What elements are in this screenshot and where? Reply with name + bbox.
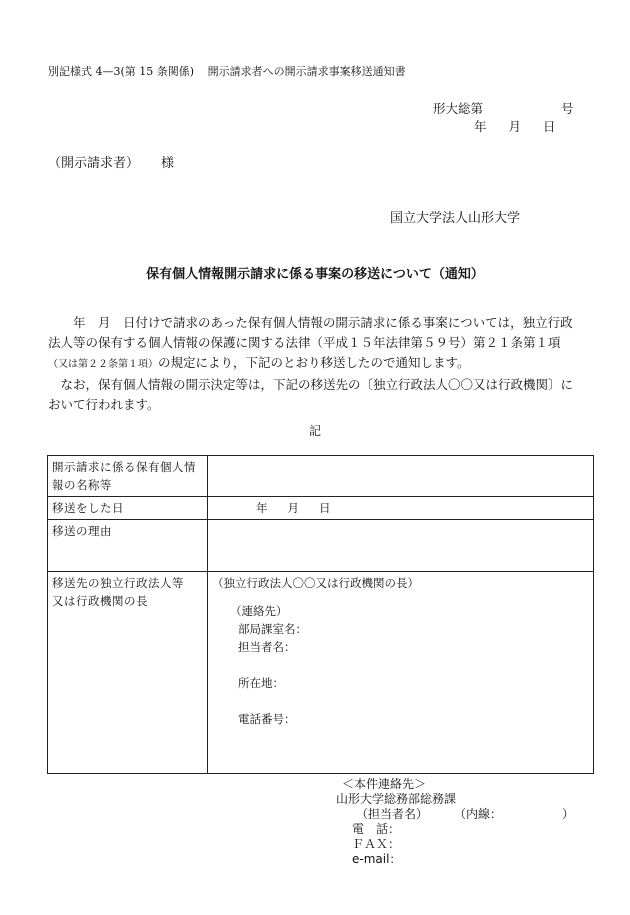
transfer-details-table — [47, 455, 594, 774]
body-paragraph-1-note: （又は第２２条第１項） — [48, 359, 158, 370]
footer-tel: 電 話： — [352, 822, 401, 836]
row-value-info-name — [208, 456, 594, 497]
body-paragraph-1: 年 月 日付けで請求のあった保有個人情報の開示請求に係る事案については，独立行政法人等の保有する個人情報の保護に関する法律（平成１５年法律第５９号）第２１条第１項（又は第２２条第１項）の規定により，下記のとおり移送したので通知します。 — [48, 315, 573, 370]
document-date — [474, 117, 556, 135]
phone-label: 電話番号： — [238, 712, 296, 726]
row-label-destination: 移送先の独立行政法人等 又は行政機関の長 — [48, 572, 208, 774]
form-title: 開示請求者への開示請求事案移送通知書 — [207, 65, 406, 78]
requester-line — [48, 152, 174, 171]
date-year: 年 — [474, 119, 487, 134]
form-id: 別記様式 4—3(第 15 条関係) — [48, 65, 195, 78]
destination-head: （独立行政法人〇〇又は行政機関の長） — [212, 576, 419, 590]
row-label-transfer-reason: 移送の理由 — [48, 520, 208, 572]
footer-heading: ＜本件連絡先＞ — [342, 777, 427, 791]
row-label-transfer-date: 移送をした日 — [48, 497, 208, 520]
row-value-transfer-reason — [208, 520, 594, 572]
dept-label: 部局課室名： — [238, 622, 307, 636]
body-text — [48, 313, 576, 415]
ki-marker: 記 — [308, 424, 321, 438]
person-label: 担当者名： — [238, 640, 296, 654]
contact-label: （連絡先） — [230, 604, 288, 618]
document-number-suffix: 号 — [561, 101, 574, 116]
document-title: 保有個人情報開示請求に係る事案の移送について（通知） — [146, 267, 484, 282]
requester-label: （開示請求者） — [48, 156, 140, 171]
table-row — [48, 456, 594, 497]
row-label-info-name: 開示請求に係る保有個人情報の名称等 — [48, 456, 208, 497]
footer-contact — [336, 777, 574, 867]
footer-office: 山形大学総務部総務課 — [336, 792, 457, 806]
row-value-transfer-date: 年 月 日 — [208, 497, 594, 520]
destination-contact — [230, 602, 589, 728]
form-header — [48, 63, 406, 79]
requester-honorific: 様 — [161, 156, 175, 171]
date-month: 月 — [508, 119, 522, 134]
row-value-destination — [208, 572, 594, 774]
document-number — [433, 99, 574, 117]
document-number-prefix: 形大総第 — [433, 101, 484, 116]
footer-fax: ＦＡＸ： — [352, 837, 401, 851]
footer-person-line: （担当者名） （内線： ） — [356, 807, 575, 821]
footer-email: e-mail： — [352, 852, 402, 866]
issuer-name: 国立大学法人山形大学 — [390, 211, 521, 226]
table-row — [48, 572, 594, 774]
date-day: 日 — [543, 119, 556, 134]
table-row — [48, 520, 594, 572]
address-label: 所在地： — [238, 676, 284, 690]
table-row — [48, 497, 594, 520]
body-paragraph-2: なお，保有個人情報の開示決定等は，下記の移送先の〔独立行政法人〇〇又は行政機関〕において行われます。 — [48, 377, 574, 412]
